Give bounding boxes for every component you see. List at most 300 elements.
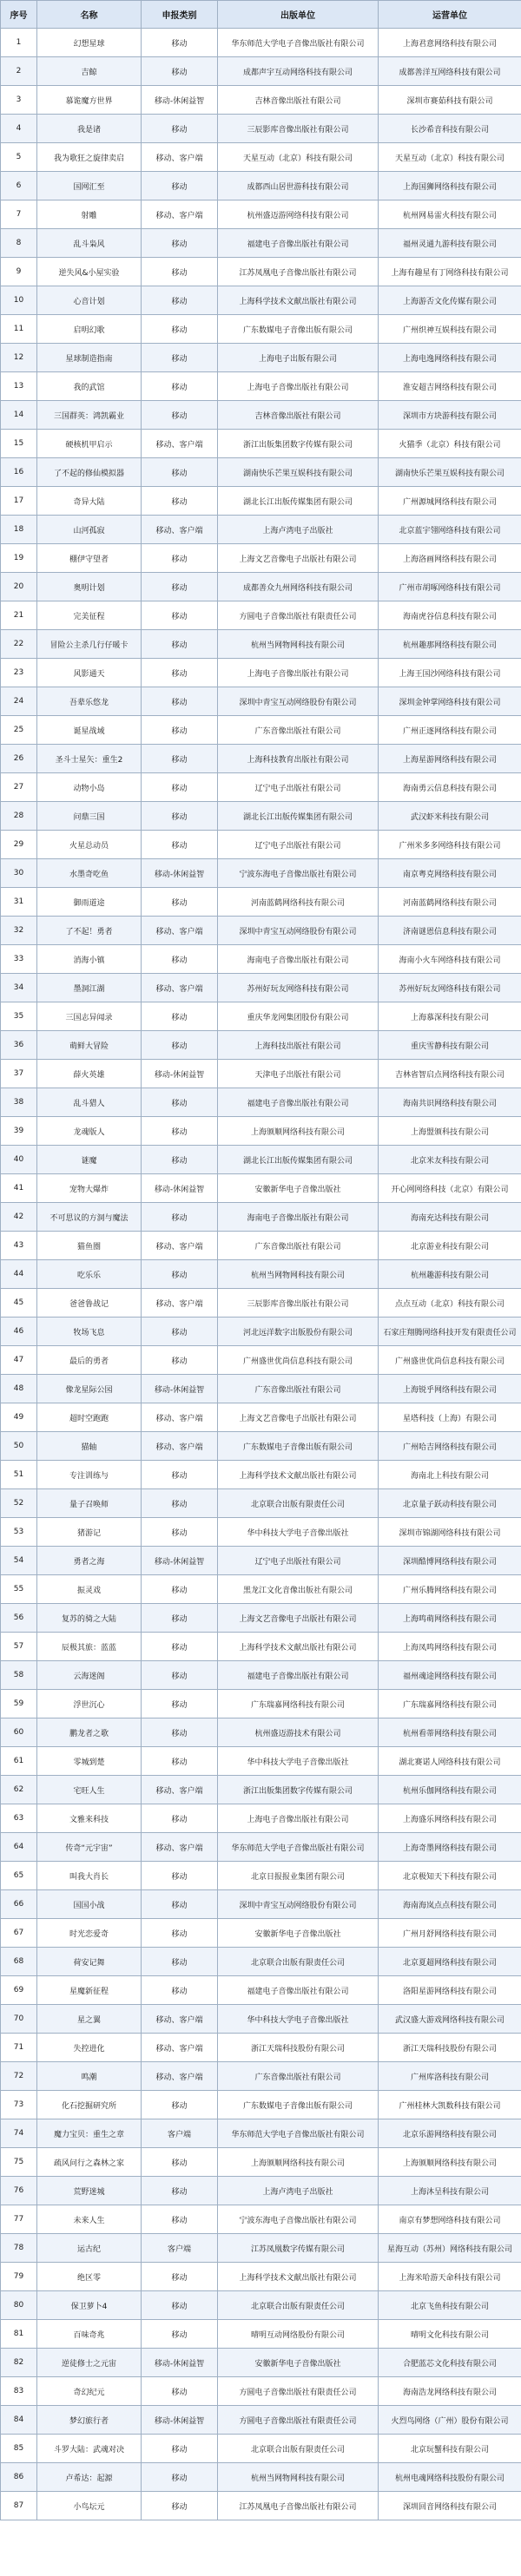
cell-index: 71 (1, 2034, 37, 2062)
cell-name: 辰极其旅：蓝蓝 (37, 1633, 142, 1661)
cell-category: 移动 (142, 1346, 218, 1375)
cell-operator: 深圳回音网络科技有限公司 (379, 2492, 521, 2520)
table-row (1, 2320, 521, 2349)
cell-publisher: 宁波东海电子音像出版社有限公司 (218, 2205, 379, 2234)
cell-index: 40 (1, 1146, 37, 1174)
cell-publisher: 成都善众九州网络科技有限公司 (218, 573, 379, 601)
cell-publisher: 深圳中青宝互动网络股份有限公司 (218, 687, 379, 716)
cell-operator: 上海王国沙网络科技有限公司 (379, 659, 521, 687)
cell-category: 移动 (142, 573, 218, 601)
cell-publisher: 上海文艺音像电子出版社有限公司 (218, 544, 379, 573)
cell-publisher: 吉林音像出版社有限公司 (218, 401, 379, 430)
cell-index: 20 (1, 573, 37, 601)
cell-category: 移动 (142, 115, 218, 143)
cell-category: 移动 (142, 2291, 218, 2320)
table-row (1, 630, 521, 659)
cell-name: 御雨道途 (37, 888, 142, 917)
header-row (1, 1, 521, 29)
table-row (1, 1862, 521, 1890)
table-row (1, 1346, 521, 1375)
cell-category: 移动、客户端 (142, 143, 218, 172)
cell-operator: 海南北上科技有限公司 (379, 1461, 521, 1489)
cell-publisher: 上海文艺音像电子出版社有限公司 (218, 1403, 379, 1432)
cell-publisher: 北京联合出版有限责任公司 (218, 1948, 379, 1976)
cell-publisher: 辽宁电子出版社有限公司 (218, 831, 379, 859)
cell-operator: 武汉盛大游戏网络科技有限公司 (379, 2005, 521, 2034)
cell-name: 运古纪 (37, 2234, 142, 2263)
cell-publisher: 杭州当网物网科技有限公司 (218, 2463, 379, 2492)
cell-name: 卢希达：起源 (37, 2463, 142, 2492)
cell-name: 了不起！勇者 (37, 917, 142, 945)
cell-category: 移动 (142, 315, 218, 344)
cell-publisher: 浙江出版集团数字传媒有限公司 (218, 430, 379, 458)
cell-operator: 海南浩龙网络科技有限公司 (379, 2377, 521, 2406)
table-row (1, 516, 521, 544)
cell-name: 奥明计划 (37, 573, 142, 601)
cell-index: 15 (1, 430, 37, 458)
cell-publisher: 辽宁电子出版社有限公司 (218, 773, 379, 802)
cell-publisher: 北京联合出版有限责任公司 (218, 1489, 379, 1518)
cell-index: 86 (1, 2463, 37, 2492)
cell-publisher: 方圆电子音像出版社有限责任公司 (218, 601, 379, 630)
cell-index: 72 (1, 2062, 37, 2091)
cell-index: 33 (1, 945, 37, 974)
table-row (1, 1318, 521, 1346)
cell-category: 移动 (142, 831, 218, 859)
cell-category: 移动 (142, 945, 218, 974)
cell-index: 69 (1, 1976, 37, 2005)
cell-operator: 点点互动（北京）科技有限公司 (379, 1289, 521, 1318)
cell-operator: 浙江天瑞科技股份有限公司 (379, 2034, 521, 2062)
cell-publisher: 上海电子出版有限公司 (218, 344, 379, 372)
cell-index: 48 (1, 1375, 37, 1403)
cell-index: 26 (1, 745, 37, 773)
cell-index: 5 (1, 143, 37, 172)
cell-category: 移动 (142, 1203, 218, 1232)
cell-index: 60 (1, 1718, 37, 1747)
cell-publisher: 天津电子出版社有限公司 (218, 1060, 379, 1088)
table-row (1, 258, 521, 286)
cell-publisher: 杭州当网物网科技有限公司 (218, 630, 379, 659)
cell-name: 吃乐乐 (37, 1260, 142, 1289)
cell-publisher: 河南蓝鹤网络科技有限公司 (218, 888, 379, 917)
cell-index: 44 (1, 1260, 37, 1289)
cell-publisher: 华东师范大学电子音像出版社有限公司 (218, 29, 379, 57)
cell-category: 移动 (142, 229, 218, 258)
cell-operator: 上海鸣萌网络科技有限公司 (379, 1604, 521, 1633)
cell-name: 鸣潮 (37, 2062, 142, 2091)
cell-publisher: 宁波东海电子音像出版社有限公司 (218, 859, 379, 888)
cell-category: 移动 (142, 1718, 218, 1747)
table-row (1, 1432, 521, 1461)
cell-publisher: 海南电子音像出版社有限公司 (218, 945, 379, 974)
cell-publisher: 晴明互动网络股份有限公司 (218, 2320, 379, 2349)
cell-name: 叫我大肖长 (37, 1862, 142, 1890)
cell-publisher: 广东数媒电子音像出版有限公司 (218, 2091, 379, 2119)
cell-operator: 杭州看蒂网络科技有限公司 (379, 1718, 521, 1747)
cell-publisher: 河北远洋数字出版股份有限公司 (218, 1318, 379, 1346)
table-row (1, 802, 521, 831)
cell-category: 移动 (142, 29, 218, 57)
cell-publisher: 广东音像出版社有限公司 (218, 1375, 379, 1403)
cell-operator: 广州市胡啄网络科技有限公司 (379, 573, 521, 601)
table-row (1, 1031, 521, 1060)
cell-index: 82 (1, 2349, 37, 2377)
cell-name: 奇幻纪元 (37, 2377, 142, 2406)
cell-operator: 深圳金钟掌网络科技有限公司 (379, 687, 521, 716)
cell-category: 移动 (142, 1948, 218, 1976)
cell-operator: 广州米多多网络科技有限公司 (379, 831, 521, 859)
cell-publisher: 成都西山居世游科技有限公司 (218, 172, 379, 200)
table-row (1, 1690, 521, 1718)
table-row (1, 601, 521, 630)
cell-publisher: 黑龙江文化音像出版社有限公司 (218, 1575, 379, 1604)
cell-operator: 上海凤鸣网络科技有限公司 (379, 1633, 521, 1661)
cell-index: 1 (1, 29, 37, 57)
table-row (1, 1002, 521, 1031)
cell-operator: 上海盛乐网络科技有限公司 (379, 1804, 521, 1833)
cell-name: 百味奇兆 (37, 2320, 142, 2349)
cell-category: 移动、客户端 (142, 430, 218, 458)
cell-name: 吾辈乐悠龙 (37, 687, 142, 716)
cell-operator: 深圳市方块游科技有限公司 (379, 401, 521, 430)
table-row (1, 1060, 521, 1088)
cell-name: 猪游记 (37, 1518, 142, 1547)
table-row (1, 974, 521, 1002)
cell-index: 39 (1, 1117, 37, 1146)
cell-index: 65 (1, 1862, 37, 1890)
cell-operator: 北京玩蟹科技有限公司 (379, 2435, 521, 2463)
cell-operator: 深圳酷博网络科技有限公司 (379, 1547, 521, 1575)
cell-operator: 武汉虾米科技有限公司 (379, 802, 521, 831)
cell-category: 移动 (142, 1862, 218, 1890)
cell-publisher: 广东音像出版社有限公司 (218, 1232, 379, 1260)
table-row (1, 1232, 521, 1260)
table-row (1, 286, 521, 315)
cell-name: 星之翼 (37, 2005, 142, 2034)
cell-index: 31 (1, 888, 37, 917)
table-row (1, 1403, 521, 1432)
cell-name: 问鼎三国 (37, 802, 142, 831)
cell-index: 81 (1, 2320, 37, 2349)
cell-name: 谜魔 (37, 1146, 142, 1174)
cell-publisher: 福建电子音像出版社有限公司 (218, 1976, 379, 2005)
cell-publisher: 杭州当网物网科技有限公司 (218, 1260, 379, 1289)
cell-category: 移动、客户端 (142, 2034, 218, 2062)
cell-category: 移动 (142, 2492, 218, 2520)
cell-operator: 北京飞鱼科技有限公司 (379, 2291, 521, 2320)
table-row (1, 1718, 521, 1747)
table-row (1, 1203, 521, 1232)
cell-publisher: 北京联合出版有限责任公司 (218, 2435, 379, 2463)
cell-operator: 上海锐乎网络科技有限公司 (379, 1375, 521, 1403)
cell-name: 动物小岛 (37, 773, 142, 802)
cell-category: 移动 (142, 2205, 218, 2234)
cell-name: 荷安记舞 (37, 1948, 142, 1976)
cell-operator: 海南小火车网络科技有限公司 (379, 945, 521, 974)
cell-operator: 重庆雪静科技有限公司 (379, 1031, 521, 1060)
cell-operator: 上海沐呈科技有限公司 (379, 2177, 521, 2205)
cell-operator: 星海互动（苏州）网络科技有限公司 (379, 2234, 521, 2263)
cell-index: 22 (1, 630, 37, 659)
table-row (1, 1633, 521, 1661)
cell-name: 水墨奇吃鱼 (37, 859, 142, 888)
table-row (1, 1489, 521, 1518)
cell-index: 55 (1, 1575, 37, 1604)
cell-name: 吉鲸 (37, 57, 142, 86)
cell-name: 薛火英雄 (37, 1060, 142, 1088)
cell-operator: 深圳市赛茹科技有限公司 (379, 86, 521, 115)
cell-index: 7 (1, 200, 37, 229)
cell-publisher: 成都声宇互动网络科技有限公司 (218, 57, 379, 86)
cell-name: 射雕 (37, 200, 142, 229)
cell-index: 63 (1, 1804, 37, 1833)
cell-operator: 上海慕深科技有限公司 (379, 1002, 521, 1031)
cell-name: 圣斗士星矢：重生2 (37, 745, 142, 773)
cell-name: 宠物大爆炸 (37, 1174, 142, 1203)
cell-operator: 北京夏超网络科技有限公司 (379, 1948, 521, 1976)
cell-category: 移动、客户端 (142, 516, 218, 544)
cell-operator: 深圳市锦湖网络科技有限公司 (379, 1518, 521, 1547)
cell-name: 风影通天 (37, 659, 142, 687)
cell-operator: 广州源城网络科技有限公司 (379, 487, 521, 516)
cell-name: 逆徒修士之元宙 (37, 2349, 142, 2377)
cell-publisher: 上海电子音像出版社有限公司 (218, 372, 379, 401)
cell-publisher: 三辰影库音像出版社有限公司 (218, 1289, 379, 1318)
cell-operator: 上海有趣星有丁网络科技有限公司 (379, 258, 521, 286)
cell-name: 传奇“元宇宙” (37, 1833, 142, 1862)
cell-name: 诞星战域 (37, 716, 142, 745)
cell-operator: 成都善洋互网络科技有限公司 (379, 57, 521, 86)
cell-category: 移动、客户端 (142, 1776, 218, 1804)
cell-operator: 长沙希音科技有限公司 (379, 115, 521, 143)
cell-category: 移动-休闲益智 (142, 1060, 218, 1088)
cell-name: 幻想星球 (37, 29, 142, 57)
cell-category: 移动 (142, 1117, 218, 1146)
cell-publisher: 广东瑞嘉网络科技有限公司 (218, 1690, 379, 1718)
cell-index: 64 (1, 1833, 37, 1862)
table-row (1, 1088, 521, 1117)
cell-publisher: 北京联合出版有限责任公司 (218, 2291, 379, 2320)
cell-publisher: 江苏凤凰数字传媒有限公司 (218, 2234, 379, 2263)
cell-index: 21 (1, 601, 37, 630)
cell-publisher: 上海卢湾电子出版社 (218, 2177, 379, 2205)
cell-publisher: 苏州好玩友网络科技有限公司 (218, 974, 379, 1002)
cell-operator: 上海米哈游天命科技有限公司 (379, 2263, 521, 2291)
cell-index: 85 (1, 2435, 37, 2463)
cell-category: 移动 (142, 258, 218, 286)
cell-name: 最后的勇者 (37, 1346, 142, 1375)
cell-name: 零城到楚 (37, 1747, 142, 1776)
cell-operator: 北京蓝宇翎网络科技有限公司 (379, 516, 521, 544)
cell-index: 34 (1, 974, 37, 1002)
table-body (1, 29, 521, 2520)
cell-category: 移动、客户端 (142, 1289, 218, 1318)
header-index: 序号 (1, 1, 37, 29)
table-row (1, 745, 521, 773)
cell-index: 29 (1, 831, 37, 859)
cell-index: 4 (1, 115, 37, 143)
cell-name: 星魔新征程 (37, 1976, 142, 2005)
table-row (1, 859, 521, 888)
cell-index: 66 (1, 1890, 37, 1919)
cell-name: 文雅来科技 (37, 1804, 142, 1833)
table-row (1, 344, 521, 372)
cell-operator: 南京有梦想网络科技有限公司 (379, 2205, 521, 2234)
cell-category: 移动-休闲益智 (142, 1547, 218, 1575)
table-row (1, 401, 521, 430)
cell-category: 移动 (142, 1461, 218, 1489)
table-row (1, 687, 521, 716)
cell-publisher: 北京日报报业集团有限公司 (218, 1862, 379, 1890)
table-row (1, 143, 521, 172)
cell-publisher: 浙江天瑞科技股份有限公司 (218, 2034, 379, 2062)
cell-publisher: 天星互动（北京）科技有限公司 (218, 143, 379, 172)
cell-index: 58 (1, 1661, 37, 1690)
cell-name: 浮世沉心 (37, 1690, 142, 1718)
table-row (1, 200, 521, 229)
cell-name: 我为歌狂之旋律卖启 (37, 143, 142, 172)
table-row (1, 229, 521, 258)
cell-publisher: 福建电子音像出版社有限公司 (218, 229, 379, 258)
cell-category: 移动 (142, 630, 218, 659)
cell-index: 6 (1, 172, 37, 200)
cell-operator: 广州正逐网络科技有限公司 (379, 716, 521, 745)
table-row (1, 372, 521, 401)
header-category: 申报类别 (142, 1, 218, 29)
cell-operator: 广州织神互娱科技有限公司 (379, 315, 521, 344)
cell-index: 8 (1, 229, 37, 258)
table-row (1, 1661, 521, 1690)
table-row (1, 659, 521, 687)
cell-name: 像龙星际公园 (37, 1375, 142, 1403)
cell-index: 10 (1, 286, 37, 315)
cell-operator: 杭州网易雷火科技有限公司 (379, 200, 521, 229)
cell-category: 移动 (142, 745, 218, 773)
cell-publisher: 上海科学技术文献出版社有限公司 (218, 1633, 379, 1661)
cell-index: 16 (1, 458, 37, 487)
cell-operator: 上海奇墨网络科技有限公司 (379, 1833, 521, 1862)
cell-index: 84 (1, 2406, 37, 2435)
cell-publisher: 深圳中青宝互动网络股份有限公司 (218, 1890, 379, 1919)
cell-name: 三国志异闻录 (37, 1002, 142, 1031)
cell-index: 9 (1, 258, 37, 286)
cell-category: 移动 (142, 172, 218, 200)
table-row (1, 57, 521, 86)
cell-name: 消海小镇 (37, 945, 142, 974)
table-row (1, 2005, 521, 2034)
cell-name: 启明幻歌 (37, 315, 142, 344)
table-row (1, 716, 521, 745)
cell-name: 爸爸鲁战记 (37, 1289, 142, 1318)
cell-index: 42 (1, 1203, 37, 1232)
cell-index: 51 (1, 1461, 37, 1489)
table-row (1, 1461, 521, 1489)
cell-publisher: 华中科技大学电子音像出版社 (218, 2005, 379, 2034)
cell-index: 11 (1, 315, 37, 344)
cell-name: 化石挖掘研究所 (37, 2091, 142, 2119)
cell-name: 超时空跑跑 (37, 1403, 142, 1432)
cell-category: 移动 (142, 2148, 218, 2177)
cell-category: 移动 (142, 372, 218, 401)
table-row (1, 1518, 521, 1547)
cell-operator: 广州乐腾网络科技有限公司 (379, 1575, 521, 1604)
cell-index: 13 (1, 372, 37, 401)
cell-name: 不可思议的方洞与魔法 (37, 1203, 142, 1232)
table-row (1, 2234, 521, 2263)
cell-publisher: 浙江出版集团数字传媒有限公司 (218, 1776, 379, 1804)
cell-category: 客户端 (142, 2234, 218, 2263)
cell-publisher: 广州盛世优尚信息科技有限公司 (218, 1346, 379, 1375)
cell-publisher: 湖北长江出版传媒集团有限公司 (218, 487, 379, 516)
table-row (1, 1547, 521, 1575)
cell-category: 移动 (142, 2263, 218, 2291)
cell-category: 移动、客户端 (142, 200, 218, 229)
cell-publisher: 福建电子音像出版社有限公司 (218, 1661, 379, 1690)
cell-operator: 杭州趣那网络科技有限公司 (379, 630, 521, 659)
cell-name: 未来人生 (37, 2205, 142, 2234)
table-row (1, 1174, 521, 1203)
cell-index: 68 (1, 1948, 37, 1976)
cell-index: 87 (1, 2492, 37, 2520)
cell-name: 乱斗猎人 (37, 1088, 142, 1117)
cell-name: 国国小战 (37, 1890, 142, 1919)
cell-publisher: 方圆电子音像出版社有限责任公司 (218, 2406, 379, 2435)
table-row (1, 573, 521, 601)
cell-index: 28 (1, 802, 37, 831)
cell-publisher: 三辰影库音像出版社有限公司 (218, 115, 379, 143)
header-name: 名称 (37, 1, 142, 29)
cell-index: 3 (1, 86, 37, 115)
cell-index: 32 (1, 917, 37, 945)
table-row (1, 1146, 521, 1174)
cell-operator: 北京游业科技有限公司 (379, 1232, 521, 1260)
cell-category: 客户端 (142, 2119, 218, 2148)
table-row (1, 430, 521, 458)
cell-name: 云海迷阁 (37, 1661, 142, 1690)
cell-category: 移动 (142, 2320, 218, 2349)
cell-category: 移动 (142, 1919, 218, 1948)
cell-index: 12 (1, 344, 37, 372)
cell-name: 振灵戏 (37, 1575, 142, 1604)
cell-index: 43 (1, 1232, 37, 1260)
cell-category: 移动-休闲益智 (142, 859, 218, 888)
cell-category: 移动 (142, 286, 218, 315)
cell-publisher: 吉林音像出版社有限公司 (218, 86, 379, 115)
cell-publisher: 广东数媒电子音像出版有限公司 (218, 315, 379, 344)
cell-name: 专注训练与 (37, 1461, 142, 1489)
cell-category: 移动 (142, 687, 218, 716)
cell-index: 19 (1, 544, 37, 573)
cell-category: 移动 (142, 1489, 218, 1518)
cell-operator: 苏州好玩友网络科技有限公司 (379, 974, 521, 1002)
table-row (1, 29, 521, 57)
cell-index: 30 (1, 859, 37, 888)
cell-category: 移动 (142, 601, 218, 630)
cell-publisher: 辽宁电子出版社有限公司 (218, 1547, 379, 1575)
cell-category: 移动 (142, 802, 218, 831)
cell-index: 77 (1, 2205, 37, 2234)
cell-index: 23 (1, 659, 37, 687)
cell-index: 67 (1, 1919, 37, 1948)
cell-publisher: 湖南快乐芒果互娱科技有限公司 (218, 458, 379, 487)
cell-category: 移动 (142, 1088, 218, 1117)
table-row (1, 945, 521, 974)
cell-name: 山河孤寂 (37, 516, 142, 544)
cell-category: 移动 (142, 1318, 218, 1346)
cell-category: 移动-休闲益智 (142, 1375, 218, 1403)
cell-name: 逆失风&小屋实验 (37, 258, 142, 286)
